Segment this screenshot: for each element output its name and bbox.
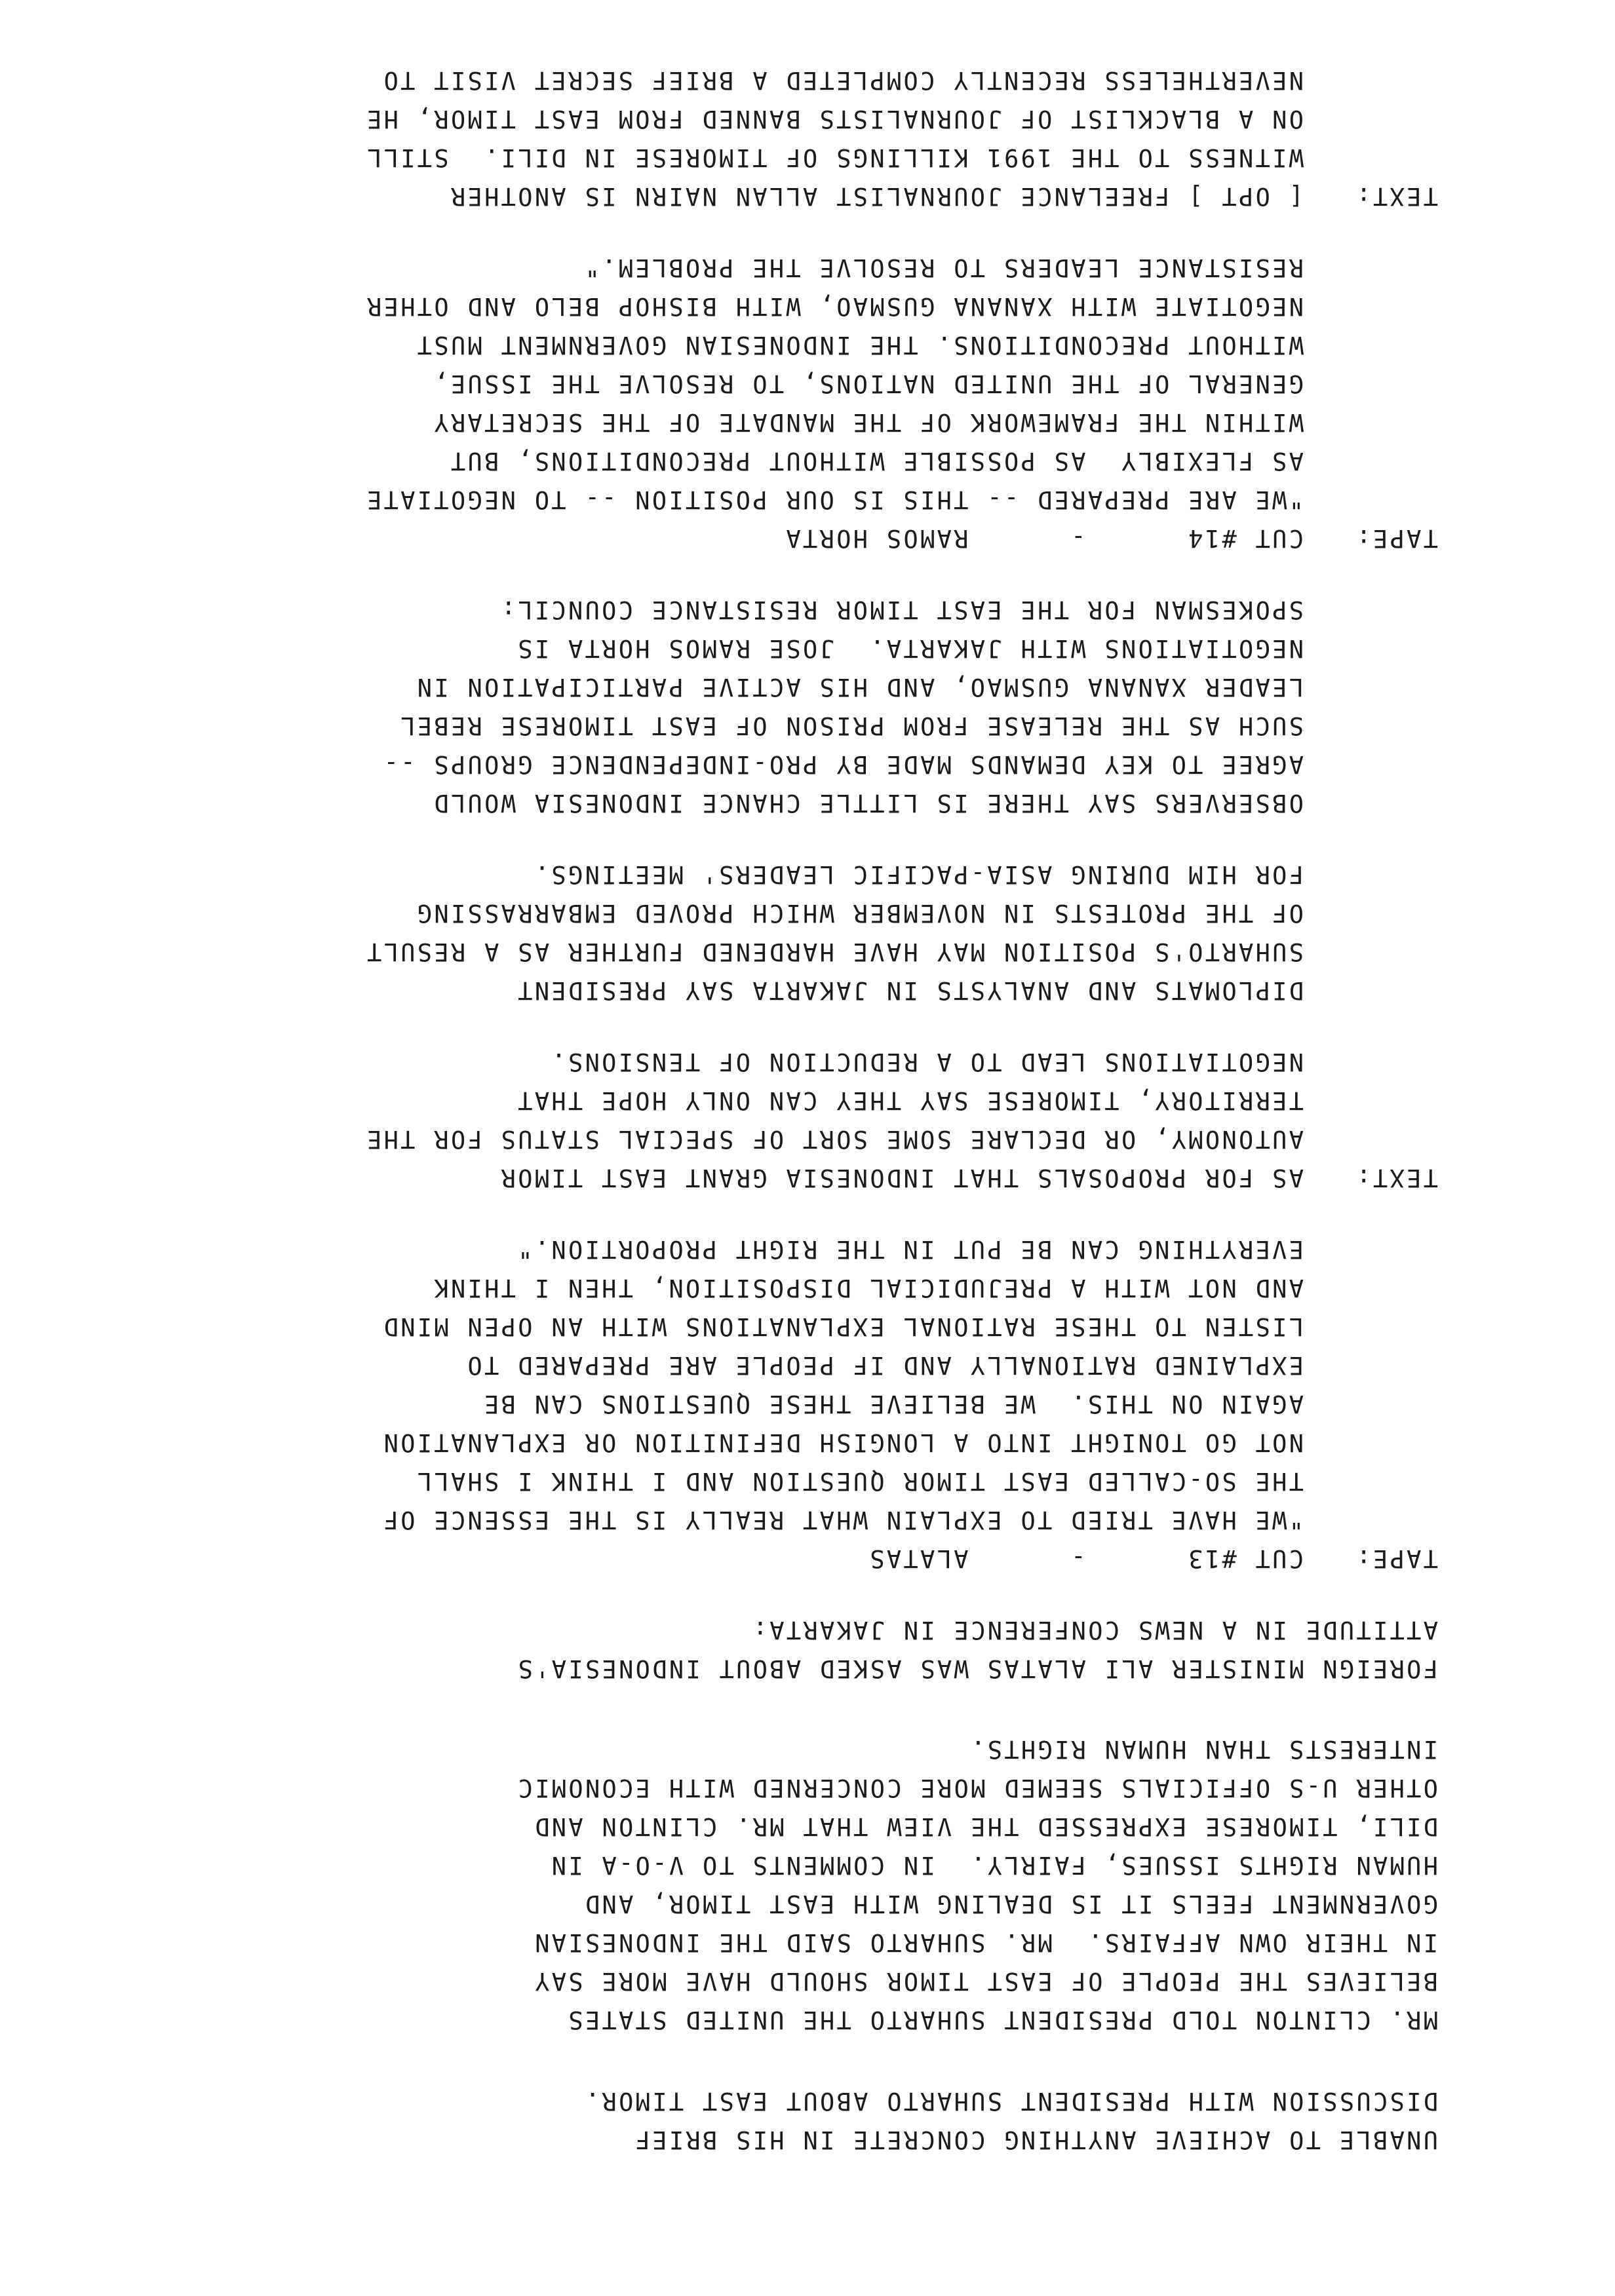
text-line: WITNESS TO THE 1991 KILLINGS OF TIMORESE IN DILI. STILL xyxy=(364,144,1304,172)
text-line: THE SO-CALLED EAST TIMOR QUESTION AND I THINK I SHALL xyxy=(415,1467,1304,1495)
text-line: SUHARTO'S POSITION MAY HAVE HARDENED FURTHER AS A RESULT xyxy=(364,938,1304,966)
cut-header: CUT #14 - RAMOS HORTA xyxy=(784,524,1304,552)
text-line: AS FOR PROPOSALS THAT INDONESIA GRANT EAST TIMOR xyxy=(499,1164,1304,1192)
text-line: AS FLEXIBLY AS POSSIBLE WITHOUT PRECONDITIONS, BUT xyxy=(448,447,1304,475)
text-line: FOREIGN MINISTER ALI ALATAS WAS ASKED ABOUT INDONESIA'S xyxy=(516,1655,1438,1683)
text-line: WITHOUT PRECONDITIONS. THE INDONESIAN GOVERNMENT MUST xyxy=(415,331,1304,359)
text-line: SPOKESMAN FOR THE EAST TIMOR RESISTANCE COUNCIL: xyxy=(499,596,1304,624)
tape-label: TAPE: xyxy=(1354,1544,1438,1573)
text-line: AGAIN ON THIS. WE BELIEVE THESE QUESTIONS CAN BE xyxy=(482,1390,1304,1418)
text-line: OF THE PROTESTS IN NOVEMBER WHICH PROVED EMBARRASSING xyxy=(415,899,1304,927)
text-line: AUTONOMY, OR DECLARE SOME SORT OF SPECIAL STATUS FOR THE xyxy=(364,1125,1304,1153)
text-line: DIPLOMATS AND ANALYSTS IN JAKARTA SAY PRESIDENT xyxy=(515,976,1304,1004)
text-label: TEXT: xyxy=(1354,182,1438,210)
text-line: TERRITORY, TIMORESE SAY THEY CAN ONLY HOPE THAT xyxy=(515,1086,1304,1115)
text-line: "WE HAVE TRIED TO EXPLAIN WHAT REALLY IS THE ESSENCE OF xyxy=(381,1506,1304,1534)
text-line: NEVERTHELESS RECENTLY COMPLETED A BRIEF SECRET VISIT TO xyxy=(381,66,1304,94)
text-line: ON A BLACKLIST OF JOURNALISTS BANNED FROM EAST TIMOR, HE xyxy=(364,105,1304,133)
text-line: BELIEVES THE PEOPLE OF EAST TIMOR SHOULD HAVE MORE SAY xyxy=(532,1967,1438,1995)
text-line: INTERESTS THAN HUMAN RIGHTS. xyxy=(968,1735,1438,1763)
text-line: LEADER XANANA GUSMAO, AND HIS ACTIVE PARTICIPATION IN xyxy=(415,673,1304,701)
text-line: OTHER U-S OFFICIALS SEEMED MORE CONCERNED WITH ECONOMIC xyxy=(516,1774,1438,1802)
text-label: TEXT: xyxy=(1354,1164,1438,1192)
tape-label: TAPE: xyxy=(1354,524,1438,552)
text-line: ATTITUDE IN A NEWS CONFERENCE IN JAKARTA: xyxy=(750,1616,1438,1644)
text-line: NOT GO TONIGHT INTO A LONGISH DEFINITION OR EXPLANATION xyxy=(381,1428,1304,1457)
text-line: NEGOTIATE WITH XANANA GUSMAO, WITH BISHOP BELO AND OTHER xyxy=(364,292,1304,320)
text-line: GENERAL OF THE UNITED NATIONS, TO RESOLVE THE ISSUE, xyxy=(432,370,1304,398)
text-line: AND NOT WITH A PREJUDICIAL DISPOSITION, THEN I THINK xyxy=(432,1274,1304,1302)
text-line: EVERYTHING CAN BE PUT IN THE RIGHT PROPORTION." xyxy=(515,1235,1304,1263)
text-line: IN THEIR OWN AFFAIRS. MR. SUHARTO SAID THE INDONESIAN xyxy=(532,1928,1438,1957)
text-line: RESISTANCE LEADERS TO RESOLVE THE PROBLEM." xyxy=(583,254,1304,282)
text-line: DILI, TIMORESE EXPRESSED THE VIEW THAT MR. CLINTON AND xyxy=(532,1812,1438,1841)
text-line: AGREE TO KEY DEMANDS MADE BY PRO-INDEPENDENCE GROUPS -- xyxy=(381,750,1304,778)
text-line: NEGOTIATIONS LEAD TO A REDUCTION OF TENSIONS. xyxy=(549,1048,1304,1076)
text-line: HUMAN RIGHTS ISSUES, FAIRLY. IN COMMENTS TO V-O-A IN xyxy=(549,1851,1438,1879)
text-line: [ OPT ] FREELANCE JOURNALIST ALLAN NAIRN IS ANOTHER xyxy=(448,182,1304,210)
text-line: OBSERVERS SAY THERE IS LITTLE CHANCE INDONESIA WOULD xyxy=(432,789,1304,817)
text-line: GOVERNMENT FEELS IT IS DEALING WITH EAST TIMOR, AND xyxy=(583,1890,1438,1918)
text-line: "WE ARE PREPARED -- THIS IS OUR POSITION -- TO NEGOTIATE xyxy=(364,486,1304,514)
text-line: NEGOTIATIONS WITH JAKARTA. JOSE RAMOS HORTA IS xyxy=(515,634,1304,662)
text-line: FOR HIM DURING ASIA-PACIFIC LEADERS' MEETINGS. xyxy=(532,860,1304,889)
text-line: EXPLAINED RATIONALLY AND IF PEOPLE ARE PREPARED TO xyxy=(465,1351,1304,1379)
text-line: LISTEN TO THESE RATIONAL EXPLANATIONS WITH AN OPEN MIND xyxy=(381,1312,1304,1341)
text-line: MR. CLINTON TOLD PRESIDENT SUHARTO THE UNITED STATES xyxy=(566,2006,1438,2034)
text-line: WITHIN THE FRAMEWORK OF THE MANDATE OF THE SECRETARY xyxy=(432,408,1304,436)
cut-header: CUT #13 - ALATAS xyxy=(868,1544,1304,1573)
text-line: DISCUSSION WITH PRESIDENT SUHARTO ABOUT EAST TIMOR. xyxy=(583,2087,1438,2115)
text-line: SUCH AS THE RELEASE FROM PRISON OF EAST TIMORESE REBEL xyxy=(398,712,1304,740)
text-line: UNABLE TO ACHIEVE ANYTHING CONCRETE IN HIS BRIEF xyxy=(633,2126,1438,2154)
